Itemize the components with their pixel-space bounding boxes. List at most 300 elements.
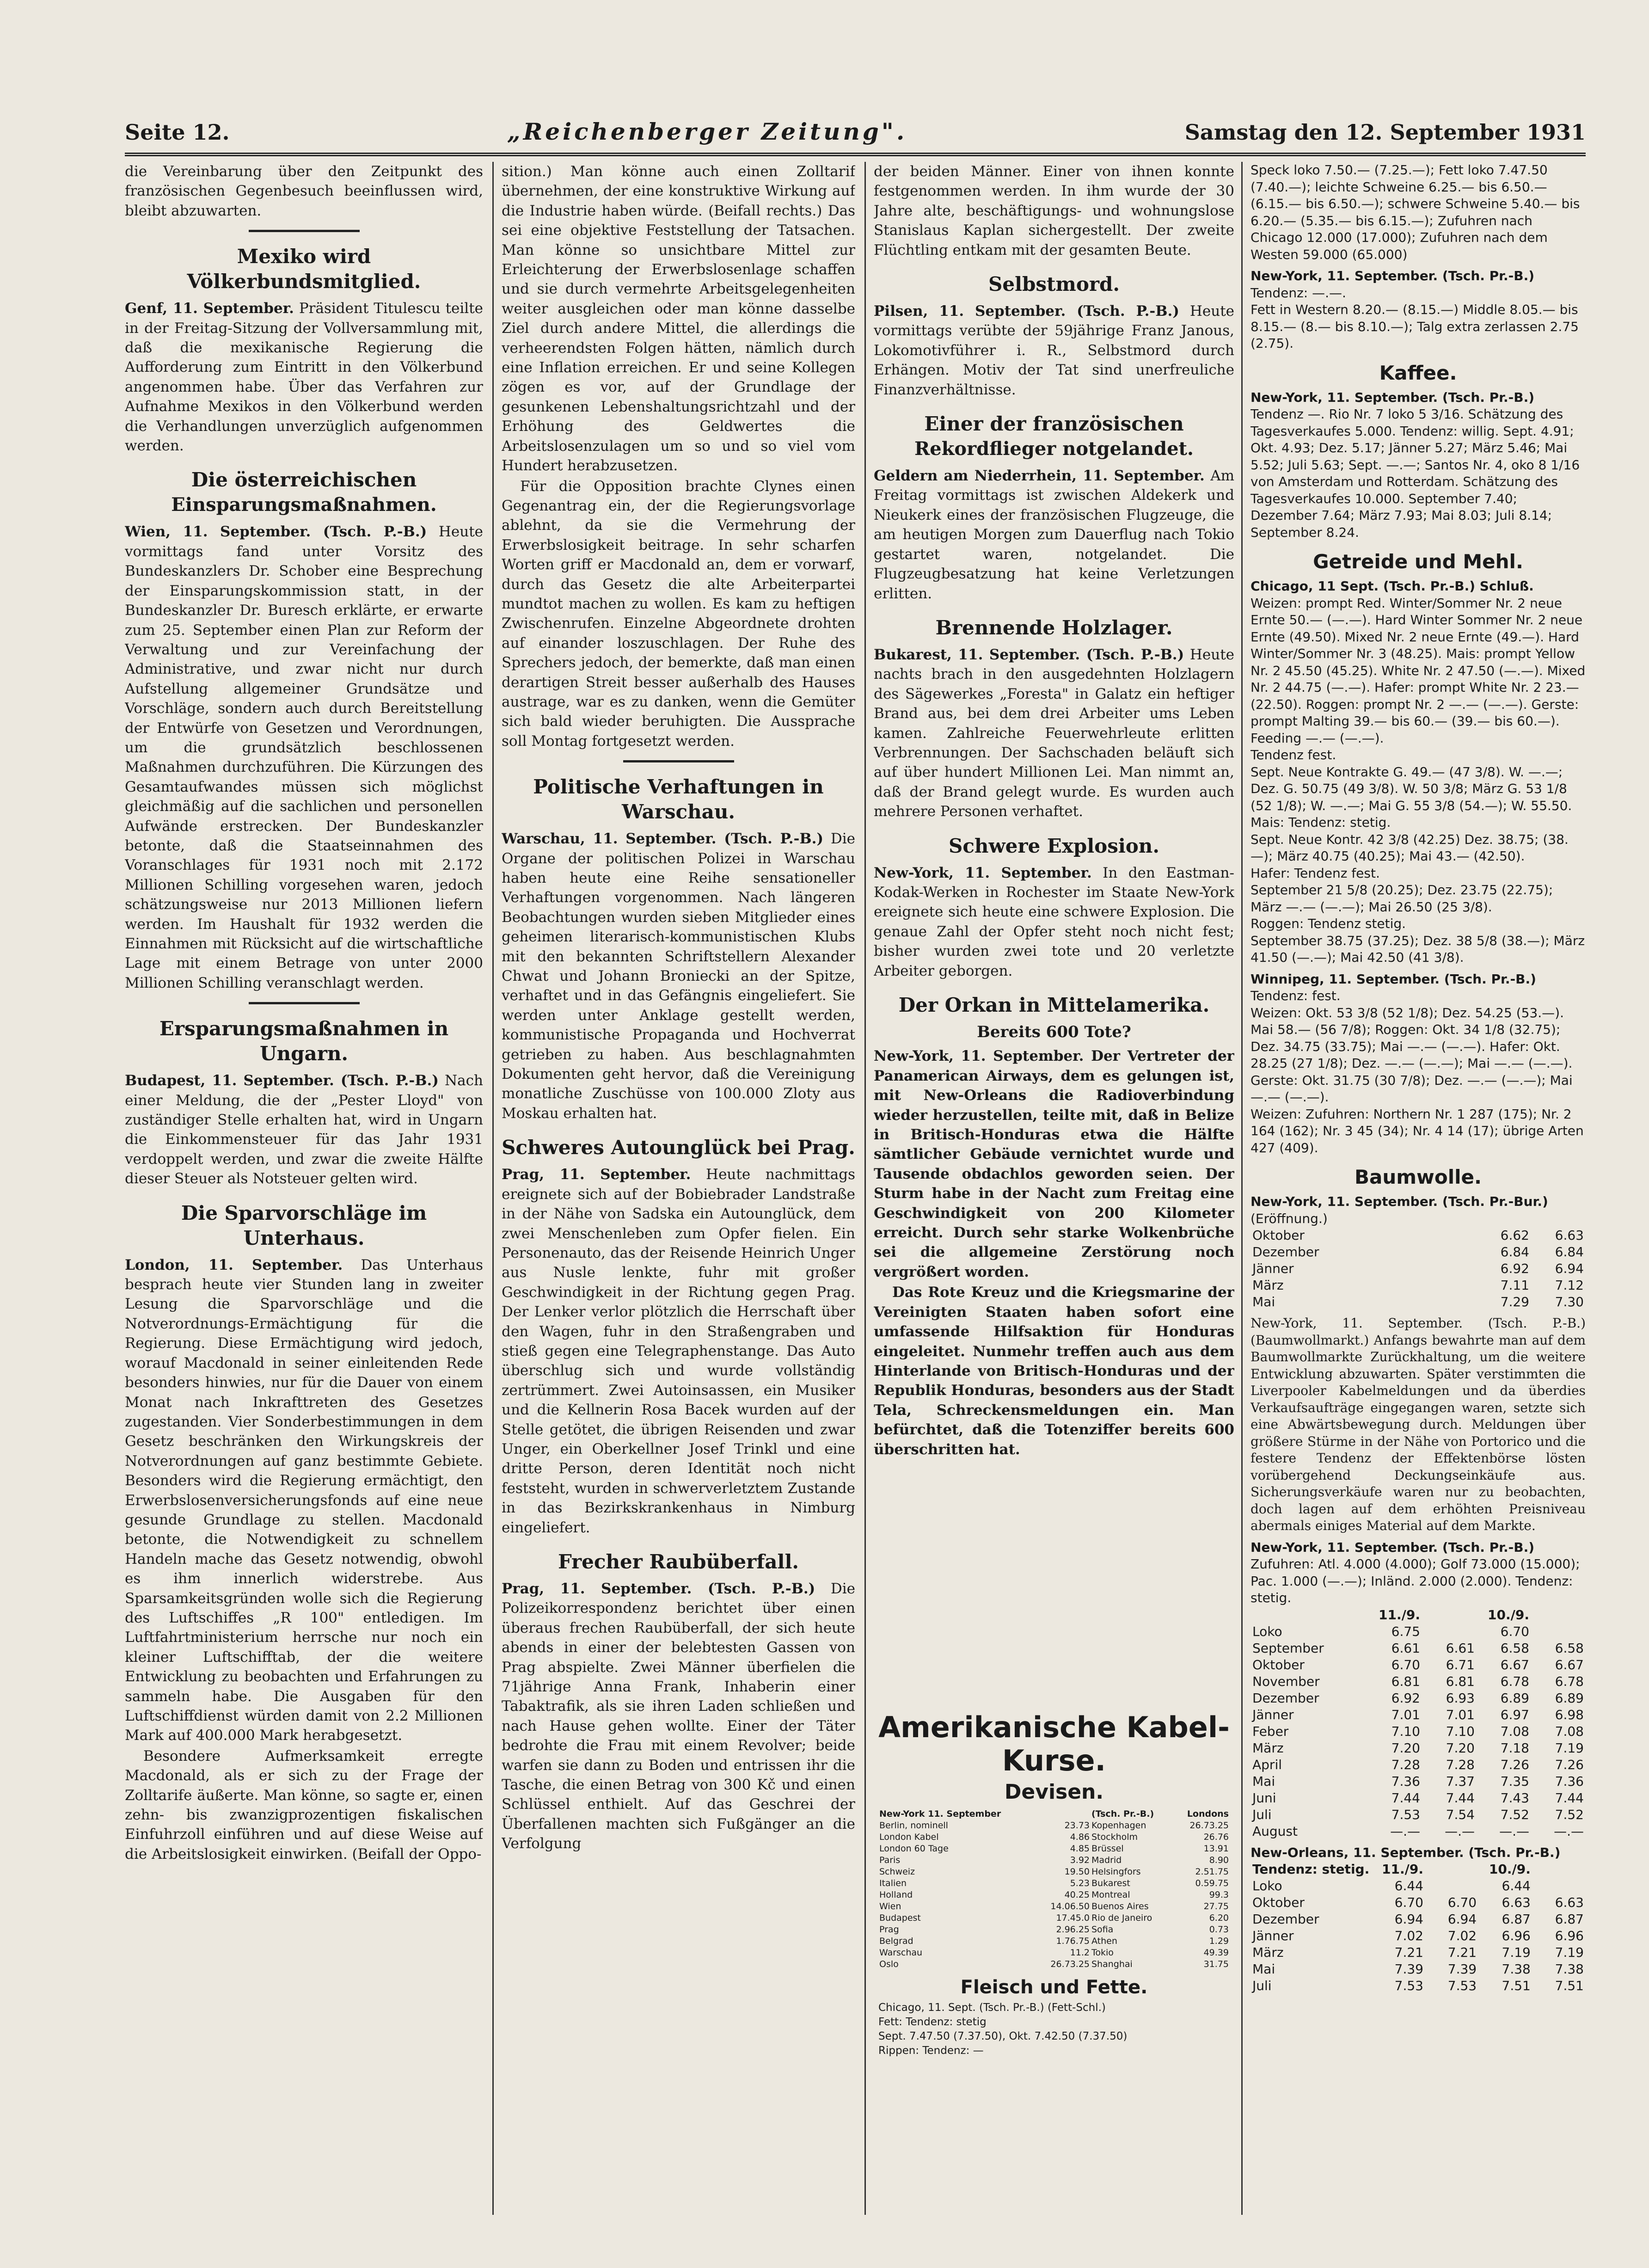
- column-3: [874, 162, 1234, 1702]
- cell: Jänner: [1252, 1707, 1294, 1722]
- cell: April: [1252, 1757, 1282, 1772]
- headline-oesterreich: [125, 467, 483, 517]
- cell: Mai: [1252, 1294, 1275, 1309]
- devisen-row: [878, 1889, 1230, 1901]
- kabel-title-line-1: Amerikanische Kabel-: [878, 1711, 1230, 1744]
- market-text: (Eröffnung.): [1251, 1211, 1328, 1226]
- headline-orkan: Der Orkan in Mittelamerika.: [898, 994, 1210, 1016]
- devisen-header-row: [878, 1808, 1230, 1820]
- fleisch-line: Fett: Tendenz: stetig: [878, 2016, 987, 2028]
- cell: Helsingfors: [1091, 1867, 1141, 1877]
- market-city: New-York, 11. September. (Tsch. Pr.-Bur.): [1251, 1194, 1548, 1209]
- market-text: Roggen: Tendenz stetig.: [1251, 916, 1406, 931]
- cell: 7.43: [1500, 1790, 1529, 1806]
- devisen-row: [878, 1924, 1230, 1936]
- table-row: [1251, 1911, 1586, 1928]
- cell: 5.23: [1070, 1878, 1090, 1888]
- column-4-markets: [1251, 162, 1586, 2219]
- table-row: [1251, 1878, 1586, 1894]
- cell: Dezember: [1252, 1244, 1319, 1260]
- cell: Oslo: [879, 1959, 899, 1969]
- market-text: Weizen: Zufuhren: Northern Nr. 1 287 (175); Nr. 2 164 (162); Nr. 3 45 (34); Nr. 4 14 (17); übrige Arten 427 (409).: [1251, 1106, 1584, 1156]
- cell: 6.97: [1500, 1707, 1529, 1722]
- column-rule-3: [1241, 162, 1243, 2215]
- column-2: [502, 162, 855, 2219]
- article-oesterreich: [125, 522, 483, 993]
- article-unterhaus: [125, 1255, 483, 1746]
- cell: 27.75: [1203, 1901, 1229, 1912]
- headline-line: Einer der französischen: [924, 412, 1184, 436]
- table-row: [1251, 1723, 1586, 1740]
- article-body: Das Unterhaus besprach heute vier Stunden lang in zweiter Lesung die Sparvorschläge und die Notverordnungs-Ermächtigung für die Regierung. Diese Ermächtigung wird jedoch, worauf Macdonald in seiner einleitenden Rede besonders hinwies, nur für die Dauer von einem Monat nach Inkrafttreten des Gesetzes zugestanden. Vier Sonderbestimmungen in dem Gesetz beschränken den Wirkungskreis der Notverordnungen auf ganz bestimmte Gebiete. Besonders wird die Regierung ermächtigt, den Erwerbslosenversicherungsfonds auf eine neue gesunde Grundlage zu stellen. Macdonald betonte, die Notwendigkeit zu schnellem Handeln mache das Gesetz notwendig, obwohl es ihm innerlich widerstrebe. Aus Sparsamkeitsgründen wolle sich die Regierung des Luftschiffes „R 100" entledigen. Im Luftfahrtministerium herrsche nur noch ein kleiner Luftschifftab, der die weitere Entwicklung zu beobachten und Erfahrungen zu sammeln habe. Die Ausgaben für den Luftschiffdienst würden damit von 2.2 Millionen Mark auf 400.000 Mark herabgesetzt.: [125, 1256, 483, 1744]
- dateline: London, 11. September.: [125, 1256, 343, 1273]
- cell: 31.75: [1203, 1959, 1229, 1969]
- headline-autounglueck: Schweres Autounglück bei Prag.: [502, 1136, 855, 1159]
- cell: Paris: [879, 1855, 901, 1865]
- separator: [623, 760, 734, 762]
- cell: 6.70: [1447, 1895, 1477, 1910]
- cell: März: [1252, 1740, 1284, 1756]
- cell: 8.90: [1209, 1855, 1229, 1865]
- cell: 0.59.75: [1195, 1878, 1229, 1888]
- table-header-row: [1251, 1607, 1586, 1623]
- cell: 6.93: [1446, 1690, 1475, 1706]
- cell: 6.62: [1500, 1228, 1529, 1243]
- cell: 11./9.: [1379, 1607, 1420, 1623]
- article-explosion: [874, 863, 1234, 981]
- cell: [1038, 1808, 1091, 1820]
- article-raubueberfall: [502, 1579, 855, 1854]
- cell: 40.25: [1064, 1890, 1090, 1900]
- cell: August: [1252, 1823, 1298, 1839]
- cell: 7.35: [1500, 1773, 1529, 1789]
- article-body: In den Eastman-Kodak-Werken in Rochester im Staate New-York ereignete sich heute eine schwere Explosion. Die genaue Zahl der Opfer steht noch nicht fest; bisher wurden zwei tote und 20 verletzte Arbeiter geborgen.: [874, 864, 1234, 979]
- cell: 13.91: [1203, 1844, 1229, 1854]
- dateline: Wien, 11. September. (Tsch. P.-B.): [125, 523, 427, 541]
- masthead-rule: [125, 153, 1586, 156]
- devisen-row: [878, 1936, 1230, 1947]
- cell: Tendenz: stetig.: [1252, 1862, 1370, 1877]
- table-row: [1251, 1227, 1586, 1244]
- cell: 7.28: [1446, 1757, 1475, 1772]
- headline-ungarn: Ersparungsmaßnahmen in Ungarn.: [159, 1017, 449, 1065]
- cell: (Tsch. Pr.-B.): [1091, 1809, 1154, 1819]
- table-row: [1251, 1690, 1586, 1707]
- dateline: New-York, 11. September.: [874, 864, 1092, 881]
- table-row: [1251, 1807, 1586, 1823]
- cell: Loko: [1252, 1878, 1282, 1893]
- cell: 6.44: [1502, 1878, 1531, 1893]
- dateline: Geldern am Niederrhein, 11. September.: [874, 467, 1205, 485]
- cell: 7.01: [1391, 1707, 1420, 1722]
- kabel-title-line-2: Kurse.: [1002, 1744, 1106, 1777]
- market-text: Tendenz: fest.: [1251, 988, 1341, 1003]
- kaffee-heading: Kaffee.: [1379, 361, 1457, 384]
- cell: 7.44: [1391, 1790, 1420, 1806]
- cell: Brüssel: [1091, 1844, 1124, 1854]
- column-rule-2: [864, 162, 866, 2215]
- cell: Shanghai: [1091, 1959, 1133, 1969]
- table-row: [1251, 1673, 1586, 1690]
- separator: [249, 230, 360, 232]
- separator: [249, 1002, 360, 1004]
- cell: Kopenhagen: [1091, 1820, 1146, 1831]
- article-body: Die Organe der politischen Polizei in Warschau haben heute eine Reihe sensationeller Verhaftungen vorgenommen. Nach längeren Beobachtungen wurden sieben Mitglieder eines geheimen literarisch-kommunistischen Klubs mit den bekannten Schriftstellern Alexander Chwat und Johann Broniecki an der Spitze, verhaftet und in das Gefängnis eingeliefert. Sie werden unter Anklage gestellt werden, kommunistische Propaganda und Hochverrat getrieben zu haben. Aus beschlagnahmten Dokumenten geht hervor, daß die Vereinigung monatliche Zuschüsse von 100.000 Zloty aus Moskau erhalten hat.: [502, 830, 855, 1122]
- cell: 6.67: [1555, 1657, 1584, 1672]
- cell: 7.39: [1394, 1961, 1423, 1977]
- devisen-heading: Devisen.: [1004, 1780, 1104, 1804]
- market-text: Tendenz —. Rio Nr. 7 loko 5 3/16. Schätzung des Tagesverkaufes 5.000. Tendenz: willig. Sept. 4.91; Okt. 4.93; Dez. 5.17; Jänner 5.27; März 5.46; Mai 5.52; Juli 5.63; Sept. —.—; Santos Nr. 4, oko 8 1/16 von Amsterdam und Rotterdam. Schätzung des Tagesverkaufes 10.000. September 7.40; Dezember 7.64; März 7.93; Mai 8.03; Juli 8.14; September 8.24.: [1251, 406, 1580, 540]
- market-text: Tendenz fest.: [1251, 747, 1336, 762]
- table-row: [1251, 1823, 1586, 1840]
- cell: Jänner: [1252, 1928, 1294, 1943]
- cell: 6.71: [1446, 1657, 1475, 1672]
- market-text: Weizen: prompt Red. Winter/Sommer Nr. 2 neue Ernte 50.— (—.—). Hard Winter Sommer Nr. 2 neue Ernte (49.50). Mixed Nr. 2 neue Ernte (49.—). Hard Winter/Sommer Nr. 3 (48.25). Mais: prompt Yellow Nr. 2 45.50 (45.25). White Nr. 2 47.50 (—.—). Mixed Nr. 2 44.75 (—.—). Hafer: prompt White Nr. 2 23.— (22.50). Roggen: prompt Nr. 2 —.— (—.—). Gerste: prompt Malting 39.— bis 60.— (39.— bis 60.—). Feeding —.— (—.—).: [1251, 595, 1586, 746]
- cell: Juni: [1252, 1790, 1276, 1806]
- market-text: Mais: Tendenz: stetig.: [1251, 815, 1391, 830]
- devisen-row: [878, 1901, 1230, 1912]
- headline-line: Rekordflieger notgelandet.: [914, 438, 1194, 460]
- devisen-row: [878, 1843, 1230, 1855]
- cell: Holland: [879, 1890, 913, 1900]
- cell: 26.73.25: [1050, 1959, 1090, 1969]
- article-body: Heute nachmittags ereignete sich auf der Bobiebrader Landstraße in der Nähe von Sadska ein Autounglück, dem zwei Menschenleben zum Opfer fielen. Ein Personenauto, das der Reisende Heinrich Unger aus Nusle lenkte, fuhr mit großer Geschwindigkeit in der Richtung gegen Prag. Der Lenker verlor plötzlich die Herrschaft über den Wagen, fuhr in den Straßengraben und stieß gegen eine Telegraphenstange. Das Auto überschlug sich und wurde vollständig zertrümmert. Zwei Autoinsassen, ein Musiker und die Kellnerin Rosa Bacek wurden auf der Stelle getötet, die übrigen Reisenden und zwar Unger, ein Oberkellner Josef Trinkl und eine dritte Person, deren Identität noch nicht feststeht, wurden in schwerverletztem Zustande in das Bezirkskrankenhaus in Nimburg eingeliefert.: [502, 1166, 855, 1536]
- article-ungarn: [125, 1071, 483, 1188]
- cell: 3.92: [1070, 1855, 1090, 1865]
- market-text: September 38.75 (37.25); Dez. 38 5/8 (38.—); März 41.50 (—.—); Mai 42.50 (41 3/8).: [1251, 933, 1585, 965]
- cell: 6.94: [1555, 1261, 1584, 1276]
- cell: 7.02: [1394, 1928, 1423, 1943]
- cell: 6.96: [1555, 1928, 1584, 1943]
- cell: Mai: [1252, 1773, 1275, 1789]
- fleisch-heading: Fleisch und Fette.: [960, 1977, 1148, 1998]
- cell: 6.87: [1502, 1912, 1531, 1927]
- headline-line: Einsparungsmaßnahmen.: [171, 494, 437, 516]
- cell: Prag: [879, 1924, 899, 1935]
- cell: 7.21: [1447, 1945, 1477, 1960]
- baumwolle-table-1: [1251, 1227, 1586, 1310]
- kabel-title: [878, 1711, 1230, 1777]
- cell: 26.76: [1203, 1832, 1229, 1842]
- headline-line: Die österreichischen: [191, 468, 417, 492]
- table-row: [1251, 1623, 1586, 1640]
- article-orkan: [874, 1046, 1234, 1282]
- cell: 7.52: [1555, 1807, 1584, 1822]
- article-body: Der Vertreter der Panamerican Airways, dem es gelungen ist, mit New-Orleans die Radioverbindung wieder herzustellen, teilte mit, daß in Belize in Britisch-Honduras etwa die Hälfte sämtlicher Gebäude vernichtet wurde und Tausende obdachlos geworden seien. Der Sturm habe in der Nacht zum Freitag eine Geschwindigkeit von 200 Kilometer erreicht. Durch sehr starke Wolkenbrüche sei die allgemeine Zerstörung noch vergrößert worden.: [874, 1048, 1234, 1280]
- cell: [1251, 1607, 1367, 1623]
- headline-explosion: Schwere Explosion.: [949, 834, 1159, 857]
- cell: [1533, 1878, 1586, 1894]
- fleisch-line: Chicago, 11. Sept. (Tsch. Pr.-B.) (Fett-Schl.): [878, 2002, 1106, 2014]
- cell: 7.19: [1555, 1945, 1584, 1960]
- dateline: Pilsen, 11. September. (Tsch. P.-B.): [874, 303, 1179, 320]
- masthead: [125, 118, 1586, 150]
- cell: 6.84: [1555, 1244, 1584, 1260]
- headline-mexiko: Mexiko wird Völkerbundsmitglied.: [187, 245, 421, 293]
- cell: 6.63: [1555, 1228, 1584, 1243]
- cell: 7.53: [1391, 1807, 1420, 1822]
- column-rule-1: [492, 162, 494, 2215]
- dateline: Prag, 11. September.: [502, 1166, 691, 1183]
- cell: 7.53: [1447, 1978, 1477, 1993]
- cell: 7.01: [1446, 1707, 1475, 1722]
- cell: Sofia: [1091, 1924, 1114, 1935]
- cell: 7.26: [1500, 1757, 1529, 1772]
- cell: 6.89: [1555, 1690, 1584, 1706]
- table-row: [1251, 1773, 1586, 1790]
- fleisch-lines: [878, 2001, 1230, 2058]
- market-city: New-York, 11. September. (Tsch. Pr.-B.): [1251, 268, 1535, 283]
- kabel-kurse-box: [878, 1711, 1230, 2173]
- cell: 6.96: [1502, 1928, 1531, 1943]
- cell: 4.86: [1070, 1832, 1090, 1842]
- devisen-row: [878, 1866, 1230, 1878]
- cell: 0.73: [1209, 1924, 1229, 1935]
- article-warschau: [502, 829, 855, 1123]
- article-continuation: der beiden Männer. Einer von ihnen konnte festgenommen werden. In ihm wurde der 30 Jahre alte, beschäftigungs- und wohnungslose Stanislaus Kaplan sichergestellt. Der zweite Flüchtling entkam mit der gesamten Beute.: [874, 163, 1234, 258]
- table-row: [1251, 1277, 1586, 1294]
- fleisch-line: Sept. 7.47.50 (7.37.50), Okt. 7.42.50 (7.37.50): [878, 2030, 1128, 2042]
- market-text: September 21 5/8 (20.25); Dez. 23.75 (22.75); März —.— (—.—); Mai 26.50 (25 3/8).: [1251, 882, 1553, 915]
- cell: 6.70: [1394, 1895, 1423, 1910]
- cell: Italien: [879, 1878, 907, 1888]
- cell: 11./9.: [1382, 1862, 1423, 1877]
- cell: 7.08: [1500, 1723, 1529, 1739]
- headline-unterhaus: Die Sparvorschläge im Unterhaus.: [181, 1201, 427, 1249]
- column-1: [125, 162, 483, 2219]
- table-row: [1251, 1928, 1586, 1944]
- dateline: Prag, 11. September. (Tsch. P.-B.): [502, 1580, 815, 1597]
- article-body: Nach einer Meldung, die der „Pester Lloyd" von zuständiger Stelle erhalten hat, wird in Ungarn die Einkommensteuer für das Jahr 1931 verdoppelt werden, und zwar die zweite Hälfte dieser Steuer als Notsteuer gelten wird.: [125, 1072, 483, 1187]
- cell: 6.63: [1555, 1895, 1584, 1910]
- devisen-row: [878, 1878, 1230, 1889]
- cell: 7.52: [1500, 1807, 1529, 1822]
- cell: 7.21: [1394, 1945, 1423, 1960]
- cell: —.—: [1554, 1823, 1584, 1839]
- cell: 17.45.0: [1056, 1913, 1090, 1923]
- article-continuation: die Vereinbarung über den Zeitpunkt des französischen Gegenbesuch beeinflussen wird, bleibt abzuwarten.: [125, 163, 483, 219]
- cell: [1425, 1878, 1478, 1894]
- cell: 6.58: [1555, 1640, 1584, 1656]
- dateline: New-York, 11. September.: [874, 1048, 1084, 1065]
- cell: 6.70: [1391, 1657, 1420, 1672]
- article-body-2: Besondere Aufmerksamkeit erregte Macdonald, als er sich zu der Frage der Zolltarife äußerte. Man könne, so sagte er, einen zehn- bis zwanzigprozentigen fiskalischen Einfuhrzoll einführen und auf diese Weise auf die Arbeitslosigkeit einwirken. (Beifall der Oppo-: [125, 1747, 483, 1862]
- cell: 2.96.25: [1056, 1924, 1090, 1935]
- dateline: Budapest, 11. September. (Tsch. P.-B.): [125, 1072, 439, 1089]
- getreide-heading: Getreide und Mehl.: [1313, 550, 1523, 573]
- cell: [1533, 1861, 1586, 1878]
- headline-holzlager: Brennende Holzlager.: [935, 616, 1173, 639]
- market-text: Sept. Neue Kontr. 42 3/8 (42.25) Dez. 38.75; (38.—); März 40.75 (40.25); Mai 43.— (42.50).: [1251, 831, 1569, 864]
- cell: 7.38: [1502, 1961, 1531, 1977]
- cell: 4.85: [1070, 1844, 1090, 1854]
- cell: 7.18: [1500, 1740, 1529, 1756]
- cell: 6.44: [1394, 1878, 1423, 1893]
- cell: [1531, 1623, 1586, 1640]
- cell: Oktober: [1252, 1657, 1305, 1672]
- cell: 7.20: [1391, 1740, 1420, 1756]
- table-row: [1251, 1978, 1586, 1994]
- cell: 7.44: [1446, 1790, 1475, 1806]
- cell: 6.70: [1500, 1623, 1529, 1639]
- cell: 6.67: [1500, 1657, 1529, 1672]
- cell: 6.20: [1209, 1913, 1229, 1923]
- article-body: Heute nachts brach in den ausgedehnten Holzlagern des Sägewerkes „Foresta" in Galatz ein heftiger Brand aus, bei dem drei Arbeiter ums Leben kamen. Zahlreiche Feuerwehrleute erlitten Verbrennungen. Der Sachschaden beläuft sich auf über hundert Millionen Lei. Man nimmt an, daß der Brand gelegt wurde. Es wurden auch mehrere Personen verhaftet.: [874, 646, 1234, 820]
- cell: Loko: [1252, 1623, 1282, 1639]
- cell: 6.81: [1446, 1673, 1475, 1689]
- cell: Madrid: [1091, 1855, 1122, 1865]
- market-text: Fett in Western 8.20.— (8.15.—) Middle 8.05.— bis 8.15.— (8.— bis 8.10.—); Talg extra zerlassen 2.75 (2.75).: [1251, 302, 1579, 351]
- cell: 99.3: [1209, 1890, 1229, 1900]
- cell: Jänner: [1252, 1261, 1294, 1276]
- table-row: [1251, 1244, 1586, 1260]
- cell: Berlin, nominell: [879, 1820, 948, 1831]
- cell: 23.73: [1064, 1820, 1090, 1831]
- devisen-row: [878, 1820, 1230, 1832]
- cell: 6.98: [1555, 1707, 1584, 1722]
- cell: 6.58: [1500, 1640, 1529, 1656]
- baumwolle-heading: Baumwolle.: [1355, 1166, 1482, 1188]
- market-text: Sept. Neue Kontrakte G. 49.— (47 3/8). W. —.—; Dez. G. 50.75 (49 3/8). W. 50 3/8; März G. 53 1/8 (52 1/8); W. —.—; Mai G. 55 3/8 (54.—); W. 55.50.: [1251, 764, 1572, 813]
- article-holzlager: [874, 645, 1234, 822]
- cell: Budapest: [879, 1913, 921, 1923]
- table-row: [1251, 1944, 1586, 1961]
- article-body-2: Das Rote Kreuz und die Kriegsmarine der Vereinigten Staaten haben sofort eine umfassende Hilfsaktion für Honduras eingeleitet. Nunmehr treffen auch aus dem Hinterlande von Britisch-Honduras und der Republik Honduras, besonders aus der Stadt Tela, Schreckensmeldungen ein. Man befürchtet, daß die Totenziffer bereits 600 überschritten hat.: [874, 1284, 1234, 1458]
- cell: Montreal: [1091, 1890, 1130, 1900]
- cell: London Kabel: [879, 1832, 939, 1842]
- devisen-row: [878, 1832, 1230, 1843]
- market-text: Hafer: Tendenz fest.: [1251, 865, 1380, 881]
- subheadline-orkan: Bereits 600 Tote?: [977, 1023, 1131, 1041]
- devisen-row: [878, 1947, 1230, 1959]
- headline-selbstmord: Selbstmord.: [988, 273, 1120, 296]
- table-row: [1251, 1294, 1586, 1310]
- cell: März: [1252, 1945, 1284, 1960]
- cell: 6.61: [1391, 1640, 1420, 1656]
- cell: [1422, 1623, 1477, 1640]
- cell: Belgrad: [879, 1936, 913, 1946]
- cell: 7.29: [1500, 1294, 1529, 1309]
- cell: —.—: [1445, 1823, 1475, 1839]
- cell: [1531, 1607, 1586, 1623]
- cell: Buenos Aires: [1091, 1901, 1149, 1912]
- cell: 7.38: [1555, 1961, 1584, 1977]
- devisen-row: [878, 1912, 1230, 1924]
- cell: 7.36: [1555, 1773, 1584, 1789]
- cell: Juli: [1252, 1978, 1272, 1993]
- cell: 7.10: [1391, 1723, 1420, 1739]
- cell: November: [1252, 1673, 1320, 1689]
- market-text: Zufuhren: Atl. 4.000 (4.000); Golf 73.000 (15.000); Pac. 1.000 (—.—); Inländ. 2.000 (2.000). Tendenz: stetig.: [1251, 1556, 1580, 1605]
- newspaper-title: „Reichenberger Zeitung".: [507, 118, 907, 145]
- market-city: Chicago, 11 Sept. (Tsch. Pr.-B.) Schluß.: [1251, 578, 1534, 594]
- cell: Bukarest: [1091, 1878, 1130, 1888]
- table-row: [1251, 1640, 1586, 1657]
- cell: [1425, 1861, 1478, 1878]
- cell: 7.10: [1446, 1723, 1475, 1739]
- cell: Mai: [1252, 1961, 1275, 1977]
- table-row: [1251, 1657, 1586, 1673]
- cell: 7.26: [1555, 1757, 1584, 1772]
- cell: 7.11: [1500, 1278, 1529, 1293]
- cell: 6.61: [1446, 1640, 1475, 1656]
- article-selbstmord: [874, 301, 1234, 400]
- article-body: Präsident Titulescu teilte in der Freitag-Sitzung der Vollversammlung mit, daß die mexikanische Regierung die Aufforderung zum Eintritt in den Völkerbund angenommen habe. Über das Verfahren zur Aufnahme Mexikos in den Völkerbund werden die Verhandlungen unverzüglich aufgenommen werden.: [125, 300, 483, 455]
- cell: 7.28: [1391, 1757, 1420, 1772]
- table-row: [1251, 1740, 1586, 1757]
- cell: 7.19: [1502, 1945, 1531, 1960]
- market-city: New-Orleans, 11. September. (Tsch. Pr.-B.): [1251, 1844, 1561, 1860]
- page-label: Seite 12.: [125, 120, 230, 145]
- cell: 10./9.: [1489, 1862, 1531, 1877]
- cell: 6.75: [1391, 1623, 1420, 1639]
- market-text: Tendenz: —.—.: [1251, 285, 1346, 301]
- table-row: [1251, 1757, 1586, 1773]
- market-text: Weizen: Okt. 53 3/8 (52 1/8); Dez. 54.25 (53.—). Mai 58.— (56 7/8); Roggen: Okt. 34 1/8 (32.75); Dez. 34.75 (33.75); Mai —.— (—.—). Hafer: Okt. 28.25 (27 1/8); Dez. —.— (—.—); Mai —.— (—.—). Gerste: Okt. 31.75 (30 7/8); Dez. —.— (—.—); Mai —.— (—.—).: [1251, 1005, 1573, 1105]
- cell: —.—: [1499, 1823, 1529, 1839]
- article-rekordflieger: [874, 466, 1234, 603]
- cell: 6.81: [1391, 1673, 1420, 1689]
- cell: 7.30: [1555, 1294, 1584, 1309]
- market-city: Winnipeg, 11. September. (Tsch. Pr.-B.): [1251, 971, 1536, 987]
- cell: Dezember: [1252, 1912, 1319, 1927]
- cell: 7.08: [1555, 1723, 1584, 1739]
- cell: 6.84: [1500, 1244, 1529, 1260]
- cell: 6.78: [1500, 1673, 1529, 1689]
- cell: London 60 Tage: [879, 1844, 949, 1854]
- dateline: Genf, 11. September.: [125, 300, 294, 317]
- cell: Stockholm: [1091, 1832, 1138, 1842]
- table-row: [1251, 1260, 1586, 1277]
- cell: 7.39: [1447, 1961, 1477, 1977]
- cell: März: [1252, 1278, 1284, 1293]
- cell: 7.19: [1555, 1740, 1584, 1756]
- cell: 6.89: [1500, 1690, 1529, 1706]
- cell: Tokio: [1091, 1948, 1114, 1958]
- cell: 7.37: [1446, 1773, 1475, 1789]
- cell: 10./9.: [1488, 1607, 1529, 1623]
- cell: 6.87: [1555, 1912, 1584, 1927]
- cell: 7.12: [1555, 1278, 1584, 1293]
- cell: Schweiz: [879, 1867, 915, 1877]
- table-row: [1251, 1707, 1586, 1723]
- table-header-row: [1251, 1861, 1586, 1878]
- cell: 26.73.25: [1189, 1820, 1229, 1831]
- table-row: [1251, 1790, 1586, 1807]
- cell: 1.76.75: [1056, 1936, 1090, 1946]
- fleisch-line: Rippen: Tendenz: —: [878, 2045, 984, 2057]
- table-row: [1251, 1961, 1586, 1978]
- baumwolle-report: New-York, 11. September. (Tsch. P.-B.) (Baumwollmarkt.) Anfangs bewahrte man auf dem Baumwollmarkte Zurückhaltung, um die weitere Entwicklung abzuwarten. Später verstimmten die Liverpooler Kabelmeldungen und da überdies Verkaufsaufträge eingegangen waren, setzte sich eine Abwärtsbewegung durch. Meldungen über größere Stürme in der Nähe von Portorico und die festere Tendenz der Effektenbörse lösten vorübergehend Deckungseinkäufe aus. Sicherungsverkäufe waren nur zu beobachten, doch lagen auf dem erhöhten Preisniveau abermals einiges Material auf dem Markte.: [1251, 1315, 1586, 1533]
- cell: 6.94: [1447, 1912, 1477, 1927]
- cell: Rio de Janeiro: [1091, 1913, 1152, 1923]
- headline-rekordflieger: [874, 412, 1234, 461]
- cell: 7.02: [1447, 1928, 1477, 1943]
- cell: 7.53: [1394, 1978, 1423, 1993]
- issue-date: Samstag den 12. September 1931: [1184, 120, 1586, 145]
- cell: [1422, 1607, 1477, 1623]
- article-continuation-2: Für die Opposition brachte Clynes einen Gegenantrag ein, der die Regierungsvorlage ablehnt, da sie die Vermehrung der Erwerbslosigkeit beitrage. In sehr scharfen Worten griff er Macdonald an, dem er vorwarf, durch das Gesetz die alte Arbeiterpartei mundtot machen zu wollen. Es kam zu heftigen Zwischenrufen. Einzelne Abgeordnete drohten auf einander loszuschlagen. Der Ruhe des Sprechers jedoch, der bemerkte, daß man einen derartigen Streit besser außerhalb des Hauses austrage, war es zu danken, wenn die Gemüter sich bald wieder beruhigten. Die Aussprache soll Montag fortgesetzt werden.: [502, 478, 855, 750]
- cell: Londons: [1187, 1809, 1229, 1819]
- article-body: Am Freitag vormittags ist zwischen Aldekerk und Nieukerk eines der französischen Flugzeuge, die am heutigen Morgen zum Dauerflug nach Tokio gestartet waren, notgelandet. Die Flugzeugbesatzung hat keine Verletzungen erlitten.: [874, 467, 1234, 602]
- cell: 6.78: [1555, 1673, 1584, 1689]
- market-city: New-York, 11. September. (Tsch. Pr.-B.): [1251, 389, 1535, 405]
- baumwolle-table-2: [1251, 1607, 1586, 1840]
- devisen-row: [878, 1855, 1230, 1866]
- baumwolle-table-3: [1251, 1861, 1586, 1994]
- cell: Wien: [879, 1901, 901, 1912]
- headline-warschau: Politische Verhaftungen in Warschau.: [533, 775, 824, 824]
